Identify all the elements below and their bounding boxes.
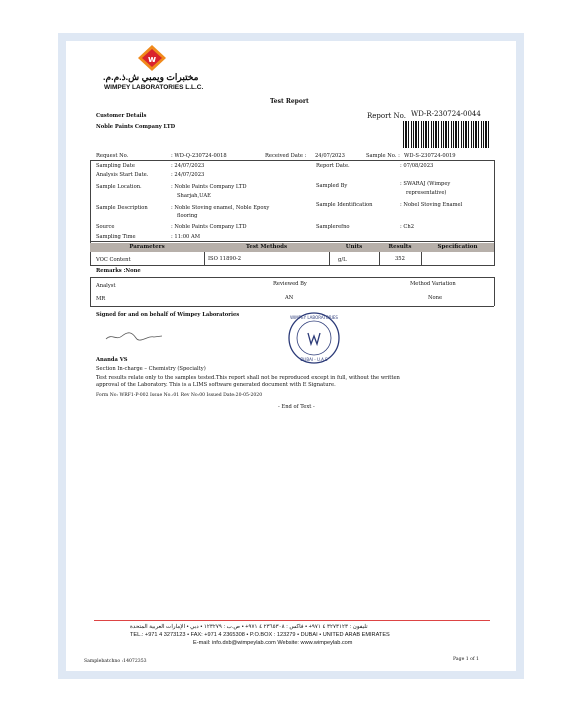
source-label: Source	[96, 224, 115, 230]
request-no-label: Request No.	[96, 153, 129, 159]
source: : Noble Paints Company LTD	[171, 224, 247, 230]
signed-label: Signed for and on behalf of Wimpey Laboratories	[96, 312, 240, 318]
report-date-label: Report Date.	[316, 163, 350, 169]
sample-description: : Noble Stoving enamel, Noble Epoxy	[171, 205, 270, 211]
form-info: Form No: WRF1-P-002 Issue No.:01 Rev No:00 Issued Date:20-05-2020	[96, 393, 263, 398]
samplebatchno: Samplebatchno :14072353	[84, 659, 147, 664]
sample-identification: : Nobel Stoving Enamel	[400, 202, 463, 208]
review-left-rule	[90, 277, 91, 306]
results-bottom-rule	[90, 265, 494, 266]
sample-description-label: Sample Description	[96, 205, 148, 211]
sampling-time: : 11:00 AM	[171, 234, 201, 240]
sampled-by: : SWARAJ (Wimpey	[400, 181, 451, 187]
signatory-name: Ananda VS	[96, 357, 128, 363]
request-no: : WD-Q-230724-0018	[171, 153, 227, 159]
review-header-analyst: Analyst	[96, 283, 116, 289]
report-no: WD-R-230724-0044	[411, 110, 481, 118]
company-arabic-name: مختبرات ويمبي ش.ذ.م.م.	[103, 72, 199, 82]
sample-no: WD-S-230724-0019	[404, 153, 456, 159]
barcode	[403, 121, 490, 148]
svg-text:DUBAI - U.A.E: DUBAI - U.A.E	[300, 357, 328, 362]
results-header-results: Results	[379, 243, 421, 252]
disclaimer-line2: approval of the Laboratory. This is a LIMS software generated document with E Signature.	[96, 382, 336, 388]
footer-rule	[94, 620, 490, 621]
review-top-rule	[90, 277, 494, 278]
footer-contact: TEL.: +971 4 3273123 • FAX: +971 4 2365308 • P.O.BOX : 123279 • DUBAI • UNITED ARAB EMIRATES	[130, 632, 390, 638]
footer-arabic: تليفون : ٣٢٧٣١٢٣ ٤ ٩٧١+ • فاكس : ٢٣٦٥٣٠٨ ٤ ٩٧١+ • ص.ب : ١٢٣٢٧٩ • دبي • الإمارات العربية المتحدة	[130, 624, 368, 630]
report-no-label: Report No.	[367, 112, 406, 120]
report-title: Test Report	[270, 98, 309, 105]
results-header-specification: Specification	[421, 243, 494, 252]
review-header-reviewed-by: Reviewed By	[273, 281, 307, 287]
company-stamp	[287, 311, 341, 365]
sampling-time-label: Sampling Time	[96, 234, 136, 240]
sampling-date-label: Sampling Date	[96, 163, 135, 169]
samplerefno-label: Samplerefno	[316, 224, 350, 230]
results-divider-2	[329, 252, 330, 266]
signature-image	[104, 328, 164, 342]
details-bottom-rule	[90, 241, 494, 242]
sample-no-label: Sample No. :	[366, 153, 400, 159]
company-name: WIMPEY LABORATORIES L.L.C.	[104, 84, 204, 91]
review-header-method-variation: Method Variation	[410, 281, 456, 287]
analysis-start: : 24/07/2023	[171, 172, 205, 178]
review-method-variation: None	[428, 295, 443, 301]
results-parameter: VOC Content	[96, 257, 131, 263]
results-header-parameters: Parameters	[90, 243, 204, 252]
details-top-rule	[90, 160, 494, 161]
disclaimer-line1: Test results relate only to the samples tested.This report shall not be reproduced except in full, without the written	[96, 375, 400, 381]
results-divider-4	[421, 252, 422, 266]
results-divider-1	[204, 252, 205, 266]
svg-text:WIMPEY LABORATORIES: WIMPEY LABORATORIES	[290, 315, 338, 320]
samplerefno: : Ch2	[400, 224, 415, 230]
details-right-rule	[494, 160, 495, 266]
sample-location-line2: Sharjah,UAE	[177, 193, 211, 199]
customer-name: Noble Paints Company LTD	[96, 124, 176, 130]
page-number: Page 1 of 1	[453, 657, 479, 662]
sampled-by-label: Sampled By	[316, 183, 348, 189]
sample-identification-label: Sample Identification	[316, 202, 373, 208]
sample-location-label: Sample Location.	[96, 184, 142, 190]
results-header-units: Units	[329, 243, 379, 252]
sampling-date: : 24/07/2023	[171, 163, 205, 169]
sampled-by-line2: representative)	[406, 190, 447, 196]
svg-text:w: w	[147, 55, 157, 65]
results-header-methods: Test Methods	[204, 243, 329, 252]
footer-email-website: E-mail: info.dxb@wimpeylab.com Website: www.wimpeylab.com	[193, 640, 353, 646]
results-method: ISO 11890-2	[208, 256, 242, 262]
customer-details-label: Customer Details	[96, 113, 147, 119]
review-bottom-rule	[90, 306, 494, 307]
received-date: 24/07/2023	[315, 153, 345, 159]
analysis-start-label: Analysis Start Date.	[96, 172, 149, 178]
results-value: 352	[395, 256, 405, 262]
report-date: : 07/08/2023	[400, 163, 434, 169]
results-divider-3	[379, 252, 380, 266]
results-units: g/L	[338, 257, 347, 263]
review-reviewed-by: AN	[285, 295, 294, 301]
signatory-title: Section In-charge – Chemistry (Specialty)	[96, 366, 206, 372]
received-date-label: Received Date :	[265, 153, 307, 159]
sample-description-line2: flooring	[177, 213, 198, 219]
end-of-text: - End of Text -	[278, 404, 315, 410]
company-logo	[138, 45, 166, 71]
remarks: Remarks :None	[96, 268, 141, 274]
review-analyst: MR	[96, 296, 106, 302]
review-right-rule	[494, 277, 495, 306]
sample-location: : Noble Paints Company LTD	[171, 184, 247, 190]
